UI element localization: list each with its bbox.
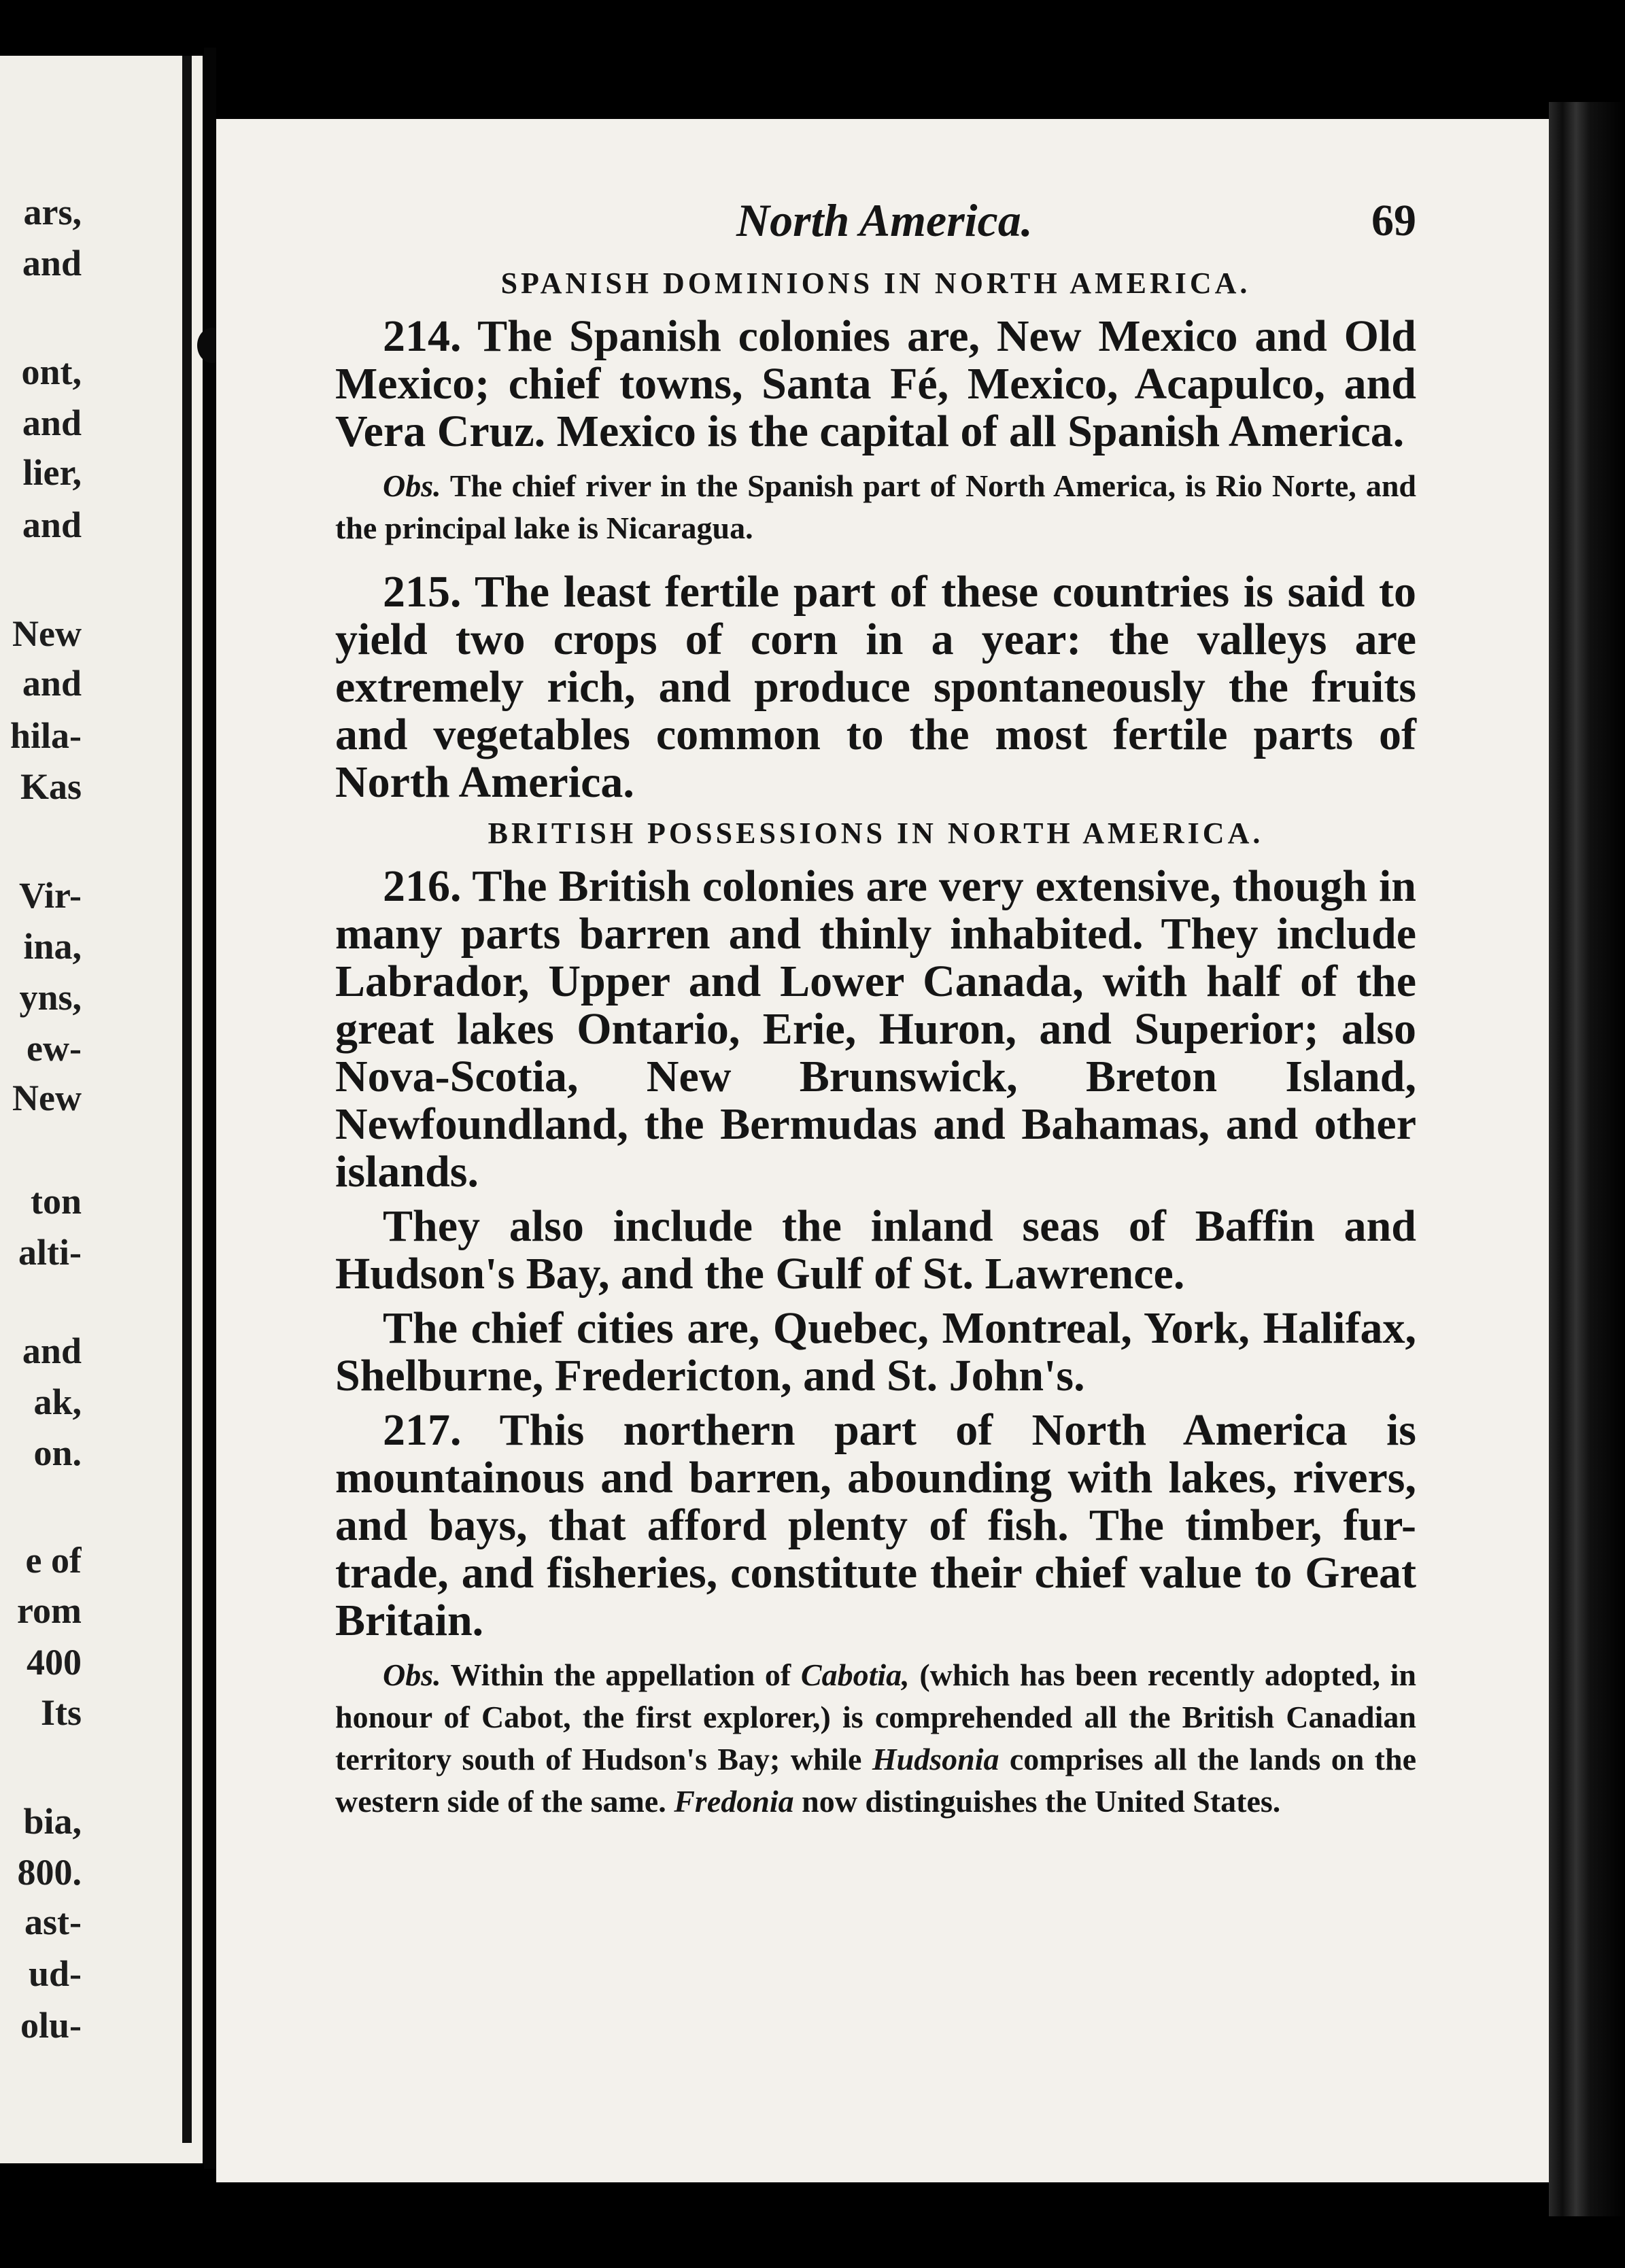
paragraph-217 [335, 1407, 1416, 1645]
paragraph-number: 216. [383, 861, 462, 911]
left-page-fragment: lier, [22, 452, 82, 493]
left-page-edge [0, 56, 203, 2163]
left-page-fragment: and [22, 504, 82, 545]
left-page-fragment: on. [33, 1432, 82, 1473]
obs-segment-italic: Hudsonia [872, 1742, 999, 1776]
paragraph-text: The British colonies are very extensive, though in many parts barren and thinly inhabited. They include Labrador, Upper and Lower Canada, with half of the great lakes Ontario, Erie, Huron, and Superior; also Nova-Scotia, New Brunswick, Breton Island, Newfoundland, the Bermudas and Bahamas, and other islands. [335, 861, 1417, 1197]
left-page-fragment: Its [40, 1692, 82, 1733]
section-heading-spanish: SPANISH DOMINIONS IN NORTH AMERICA. [500, 267, 1251, 300]
left-page-fragment: alti- [18, 1232, 82, 1273]
obs-segment: now distinguishes the United States. [793, 1784, 1281, 1819]
obs-segment-italic: Fredonia [674, 1784, 794, 1819]
paragraph-number: 217. [383, 1405, 462, 1455]
left-page-fragment: and [22, 243, 82, 284]
left-page-fragments [0, 56, 82, 2163]
paragraph-text: This northern part of North America is mountainous and barren, abounding with lakes, rivers, and bays, that afford plenty of fish. The timber, fur-trade, and fisheries, constitute their chief value to Great Britain. [335, 1405, 1416, 1645]
left-page-fragment: Kas [20, 766, 82, 807]
obs-text-segments [335, 1657, 1416, 1819]
page-edge-shadow [1549, 102, 1625, 2216]
left-page-fragment: ina, [23, 926, 82, 967]
left-page-fragment: yns, [19, 977, 82, 1018]
paragraph-215 [335, 568, 1416, 806]
left-page-fragment: ak, [33, 1381, 82, 1422]
left-page-fragment: ast- [24, 1902, 82, 1942]
left-page-fragment: ont, [21, 351, 82, 392]
running-head: North America. [736, 194, 1033, 246]
left-page-fragment: New [12, 1078, 82, 1118]
book-spine-gutter [204, 48, 216, 2169]
paragraph-text: They also include the inland seas of Baffin and Hudson's Bay, and the Gulf of St. Lawrence. [335, 1201, 1416, 1299]
paragraph-number: 215. [383, 567, 462, 617]
obs-label: Obs. [383, 468, 441, 503]
left-page-fragment: hila- [10, 715, 82, 756]
paragraph-text: The Spanish colonies are, New Mexico and Old Mexico; chief towns, Santa Fé, Mexico, Acapulco, and Vera Cruz. Mexico is the capital of all Spanish America. [335, 311, 1416, 456]
paragraph-214 [335, 313, 1416, 456]
left-page-fragment: e of [25, 1540, 82, 1581]
left-page-fragment: rom [17, 1590, 82, 1631]
left-page-fragment: New [12, 613, 82, 654]
obs-label: Obs. [383, 1657, 441, 1692]
left-page-fragment: and [22, 402, 82, 443]
paragraph-216 [335, 863, 1416, 1196]
obs-segment-italic: Cabotia, [800, 1657, 910, 1692]
obs-segment: (which has been recently adopted, in honour of Cabot, the first explorer,) is comprehended all the British Canadian territory south of Hudson's Bay; while [335, 1657, 1416, 1776]
left-page-fragment: ars, [23, 192, 82, 233]
paragraph-number: 214. [383, 311, 462, 361]
left-page-fragment: ton [30, 1181, 82, 1222]
paragraph-text: The least fertile part of these countries is said to yield two crops of corn in a year: the valleys are extremely rich, and produce spontaneously the fruits and vegetables common to the most fertile parts of North America. [335, 567, 1416, 807]
observation-note-cabotia [335, 1654, 1416, 1823]
left-page-fragment: bia, [23, 1801, 82, 1842]
page-text [335, 194, 1416, 1842]
obs-segment: Within the appellation of [450, 1657, 801, 1692]
left-page-fragment: ew- [27, 1028, 82, 1069]
paragraph-text: The chief cities are, Quebec, Montreal, York, Halifax, Shelburne, Fredericton, and St. John's. [335, 1303, 1416, 1401]
book-page [216, 119, 1549, 2182]
left-page-fragment: 400 [27, 1642, 82, 1683]
obs-text: The chief river in the Spanish part of North America, is Rio Norte, and the principal lake is Nicaragua. [335, 468, 1416, 545]
page-number: 69 [1371, 196, 1416, 245]
section-heading-british: BRITISH POSSESSIONS IN NORTH AMERICA. [488, 817, 1264, 850]
observation-note [335, 465, 1416, 549]
left-page-fragment: 800. [17, 1852, 82, 1893]
page-header [335, 194, 1416, 259]
paragraph-chief-cities [335, 1305, 1416, 1400]
paragraph-inland-seas [335, 1203, 1416, 1298]
left-page-fragment: olu- [20, 2005, 82, 2046]
obs-segment: comprises all the lands on the western side of the same. [335, 1742, 1416, 1819]
left-page-fragment: and [22, 1330, 82, 1371]
left-page-fragment: Vir- [19, 875, 82, 916]
left-page-fragment: and [22, 663, 82, 704]
gutter-line [182, 56, 192, 2143]
left-page-fragment: ud- [28, 1953, 82, 1994]
